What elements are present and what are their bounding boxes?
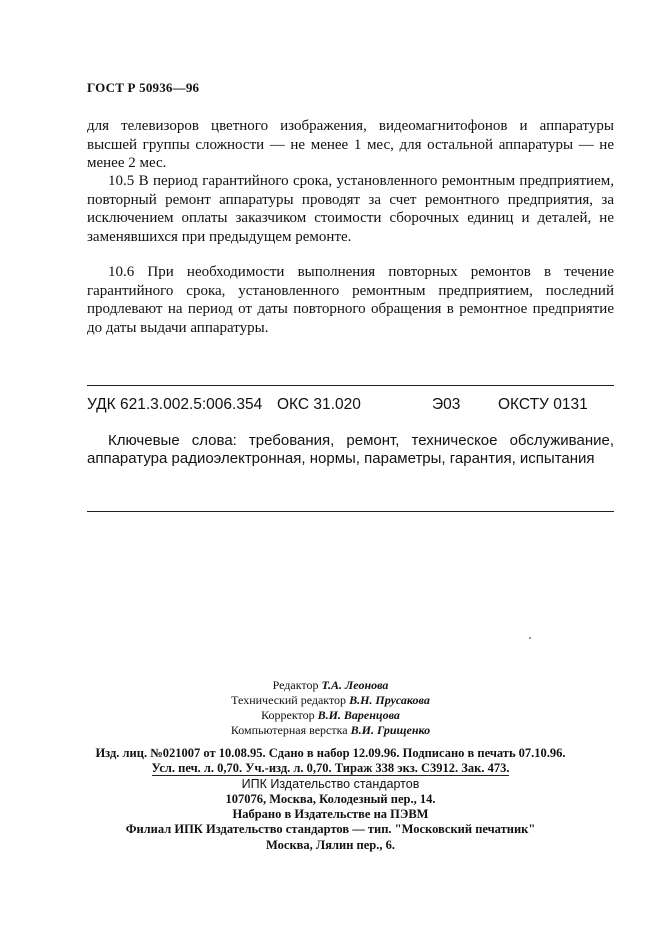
udk-code: УДК 621.3.002.5:006.354 <box>87 396 263 413</box>
imprint-block <box>0 746 661 853</box>
paragraph-continued-text: для телевизоров цветного изображения, видеомагнитофонов и аппаратуры высшей группы сложности — не менее 1 мес, для остальной аппаратуры — не менее 2 мес. <box>87 118 614 171</box>
credit-person: В.И. Грищенко <box>350 723 431 737</box>
credit-person: В.И. Варенцова <box>317 708 400 722</box>
credit-role: Редактор <box>272 678 319 692</box>
imprint-print-stats-line <box>0 761 661 776</box>
okstu-code: ОКСТУ 0131 <box>498 396 588 413</box>
credit-technical-editor <box>0 693 661 708</box>
page-header-standard: ГОСТ Р 50936—96 <box>87 80 200 95</box>
imprint-printer-address-line: Москва, Лялин пер., 6. <box>266 837 395 852</box>
e-code: Э03 <box>432 396 461 413</box>
paragraph-10-6 <box>87 263 614 337</box>
credit-person: В.Н. Прусакова <box>349 693 430 707</box>
imprint-printer-line: Филиал ИПК Издательство стандартов — тип. "Московский печатник" <box>125 822 536 837</box>
imprint-license-line: Изд. лиц. №021007 от 10.08.95. Сдано в набор 12.09.96. Подписано в печать 07.10.96. <box>95 746 566 760</box>
imprint-publisher-line: ИПК Издательство стандартов <box>241 776 420 791</box>
divider-top <box>87 385 614 386</box>
oks-code: ОКС 31.020 <box>277 396 361 413</box>
credit-proofreader <box>0 708 661 723</box>
credit-role: Корректор <box>261 708 315 722</box>
credit-layout <box>0 723 661 738</box>
scan-speck <box>529 637 531 639</box>
imprint-print-stats-text: Усл. печ. л. 0,70. Уч.-изд. л. 0,70. Тираж 338 экз. С3912. Зак. 473. <box>151 761 510 776</box>
paragraph-10-5 <box>87 172 614 246</box>
credits-block <box>0 678 661 738</box>
paragraph-10-5-text: 10.5 В период гарантийного срока, установленного ремонтным предприятием, повторный ремонт аппаратуры проводят за счет ремонтного предприятия, за исключением оплаты заказчиком стоимости сборочных единиц и деталей, не заменявшихся при предыдущем ремонте. <box>87 173 614 245</box>
paragraph-continued <box>87 117 614 173</box>
paragraph-10-6-text: 10.6 При необходимости выполнения повторных ремонтов в течение гарантийного срока, установленного ремонтным предприятием, последний продлевают на период от даты повторного обращения в ремонтное предприятие до даты выдачи аппаратуры. <box>87 264 614 336</box>
keywords: Ключевые слова: требования, ремонт, техническое обслуживание, аппаратура радиоэлектронная, нормы, параметры, гарантия, испытания <box>87 432 614 467</box>
credit-person: Т.А. Леонова <box>321 678 389 692</box>
credit-role: Компьютерная верстка <box>230 723 348 737</box>
divider-bottom <box>87 511 614 512</box>
credit-role: Технический редактор <box>231 693 347 707</box>
imprint-address-line: 107076, Москва, Колодезный пер., 14. <box>225 791 436 806</box>
imprint-typeset-line: Набрано в Издательстве на ПЭВМ <box>232 807 429 822</box>
credit-editor <box>0 678 661 693</box>
